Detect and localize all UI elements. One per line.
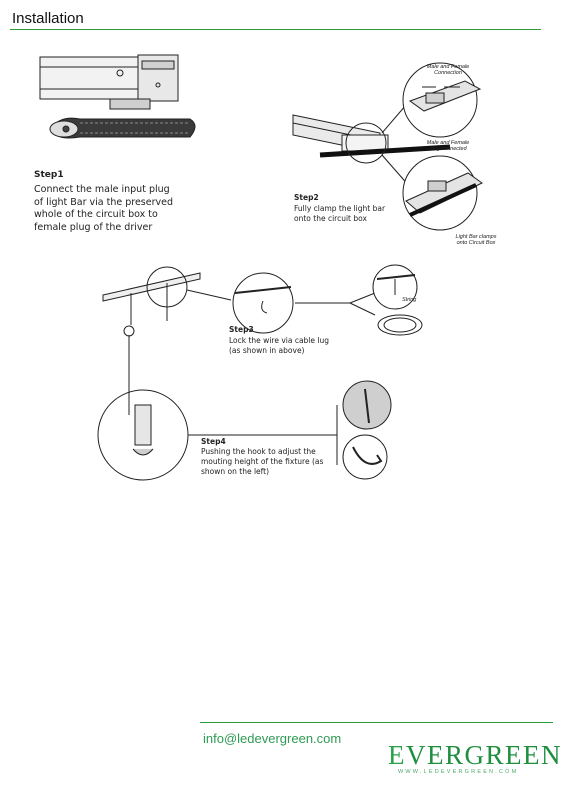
callout-light-bar-clamps: Light Bar clamps onto Circuit Box [455,234,497,247]
step4-label: Step4 [201,437,226,446]
step2-text: Fully clamp the light bar onto the circuit box [294,204,386,223]
callout-male-female-connection: Male and Female Connection [426,64,470,77]
page-title: Installation [12,10,84,27]
step1-label: Step1 [34,170,64,180]
step4-text: Pushing the hook to adjust the mouting height of the fixture (as shown on the left) [201,447,324,476]
callout-string: String [402,297,417,303]
step2-label: Step2 [294,193,319,202]
brand-logo [388,740,562,771]
step1-illustration [40,45,200,155]
step3-text: Lock the wire via cable lug (as shown in above) [229,336,329,355]
brand-website[interactable]: WWW.LEDEVERGREEN.COM [398,769,519,775]
brand-logo-initial: E [388,740,406,770]
title-divider [10,29,541,30]
brand-logo-rest: VERGREEN [406,740,562,770]
step1-text: Connect the male input plug of light Bar via the preserved whole of the circuit box to female plug of the driver [34,184,173,233]
footer-divider [200,722,553,723]
contact-email[interactable]: info@ledevergreen.com [203,731,342,746]
callout-plug-connected: Male and Female plug connected [426,140,470,153]
step3-label: Step3 [229,325,254,334]
